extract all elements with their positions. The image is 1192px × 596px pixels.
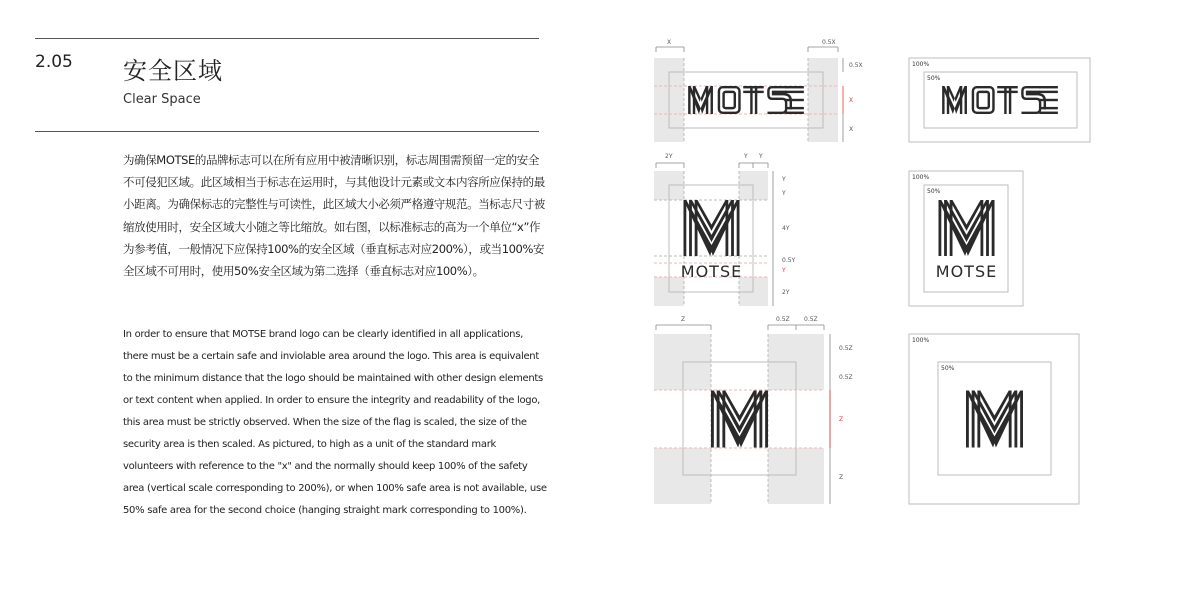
dim-label-half-x-top: 0.5X xyxy=(822,39,836,46)
dim-label-side-half-y: 0.5Y xyxy=(782,257,796,264)
label-50-percent: 50% xyxy=(927,75,941,82)
motse-wordmark-text: MOTSE xyxy=(935,262,998,281)
label-50-percent: 50% xyxy=(927,188,941,195)
dim-label-half-z-b: 0.5Z xyxy=(804,316,818,323)
dim-label-y-a: Y xyxy=(744,153,748,160)
dim-label-side-z-red: Z xyxy=(839,416,844,423)
dim-label-y-b: Y xyxy=(759,153,763,160)
dim-label-side-4y: 4Y xyxy=(782,225,790,232)
dim-label-half-x-side: 0.5X xyxy=(849,62,863,69)
label-50-percent: 50% xyxy=(941,365,955,372)
motse-wordmark-logo xyxy=(942,86,1058,114)
dim-label-side-half-z1: 0.5Z xyxy=(839,345,853,352)
label-100-percent: 100% xyxy=(912,61,930,68)
motse-m-logo xyxy=(966,391,1023,448)
dim-label-x-top: X xyxy=(667,39,672,46)
page-title-zh: 安全区域 xyxy=(123,57,223,85)
page-title-en: Clear Space xyxy=(123,92,201,107)
dim-label-side-y1: Y xyxy=(782,176,786,183)
clear-space-diagram-symbol xyxy=(654,316,853,504)
clear-space-diagram-vertical xyxy=(654,153,796,306)
label-100-percent: 100% xyxy=(912,174,930,181)
body-text-en: In order to ensure that MOTSE brand logo can be clearly identified in all applications, there must be a certain safe and inviolable area around the logo. This area is equivalent to the minimum distance that the logo should be maintained with other design elements or text content when applied. In order to ensure the integrity and readability of the logo, this area must be strictly observed. When the size of the flag is scaled, the size of the security area is then scaled. As pictured, to high as a unit of the standard mark volunteers with reference to the "x" and the normally should keep 100% of the safety area (vertical scale corresponding to 200%), or when 100% safe area is not available, use 50% safe area for the second choice (hanging straight mark corresponding to 100%). xyxy=(123,329,547,516)
body-text-zh: 为确保MOTSE的品牌标志可以在所有应用中被清晰识别，标志周围需预留一定的安全不可侵犯区域。此区域相当于标志在运用时，与其他设计元素或文本内容所应保持的最小距离。为确保标志的完整性与可读性，此区域大小必须严格遵守规范。当标志尺寸被缩放使用时，安全区域大小随之等比缩放。如右图，以标准标志的高为一个单位“x”作为参考值，一般情况下应保持100%的安全区域（垂直标志对应200%），或当100%安全区域不可用时，使用50%安全区域为第二选择（垂直标志对应100%）。 xyxy=(123,153,545,279)
example-horizontal xyxy=(909,58,1090,142)
dim-label-side-half-z2: 0.5Z xyxy=(839,374,853,381)
example-vertical xyxy=(909,171,1023,306)
dim-label-side-y-red: Y xyxy=(782,267,786,274)
dim-label-2y: 2Y xyxy=(665,153,673,160)
section-number: 2.05 xyxy=(35,52,73,72)
dim-label-half-z-a: 0.5Z xyxy=(776,316,790,323)
motse-m-logo xyxy=(939,200,995,256)
dim-label-x-bottom: X xyxy=(849,126,854,133)
dim-label-side-z: Z xyxy=(839,474,844,481)
dim-label-x-red: X xyxy=(849,97,854,104)
label-100-percent: 100% xyxy=(912,337,930,344)
dim-label-side-y2: Y xyxy=(782,190,786,197)
dim-label-side-2y: 2Y xyxy=(782,289,790,296)
example-symbol xyxy=(909,334,1079,504)
motse-wordmark-text: MOTSE xyxy=(680,262,743,281)
dim-label-z-top: Z xyxy=(681,316,686,323)
clear-space-diagram-horizontal xyxy=(654,39,863,142)
